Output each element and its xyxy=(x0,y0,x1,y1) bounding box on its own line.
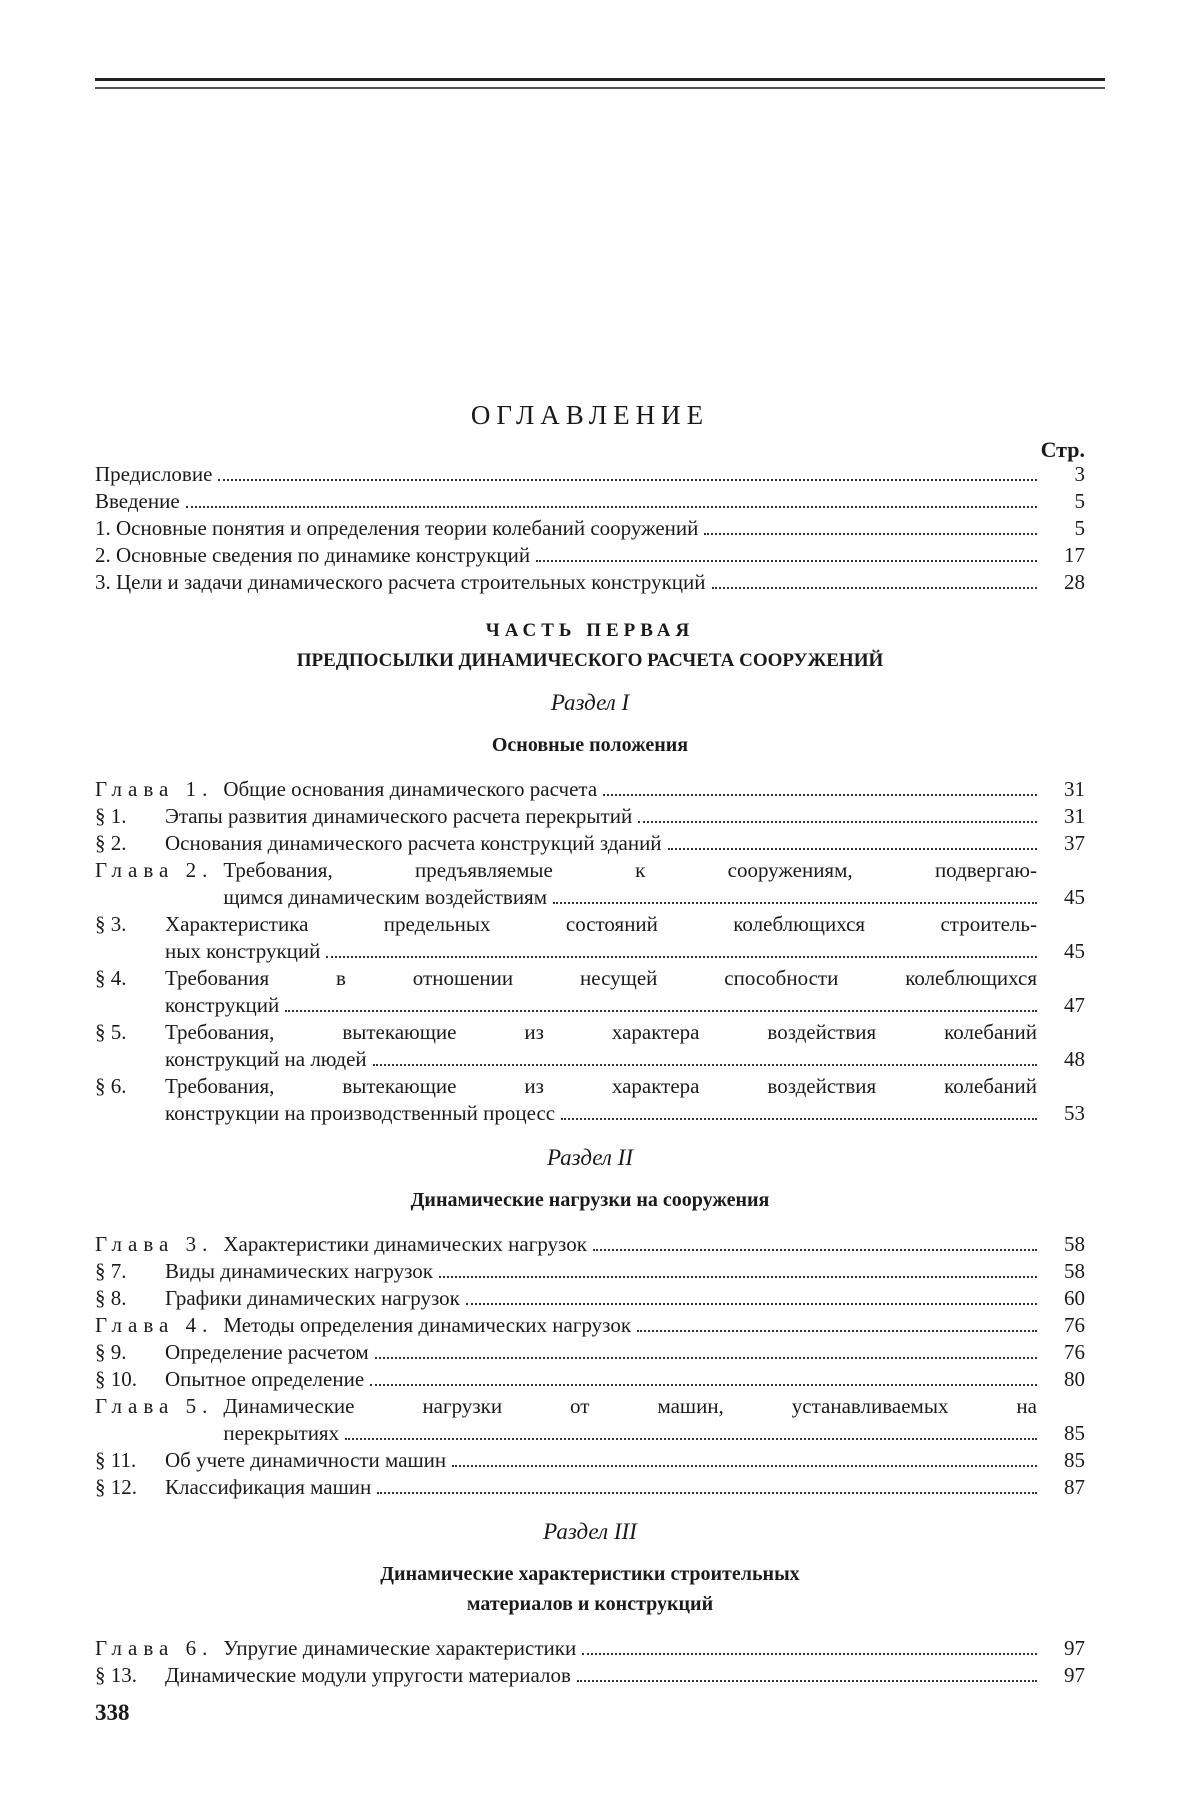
page-column-header: Стр. xyxy=(1040,437,1085,462)
entry-number: § 1. xyxy=(95,804,127,828)
dot-leader xyxy=(638,821,1037,823)
entry-number: § 11. xyxy=(95,1448,137,1472)
dot-leader xyxy=(373,1064,1037,1066)
toc-entry xyxy=(95,1258,1085,1285)
entry-title: Общие основания динамического расчета xyxy=(223,777,598,801)
entry-number: Глава 6. xyxy=(95,1636,214,1660)
toc-entry xyxy=(95,515,1085,542)
entry-title: Методы определения динамических нагрузок xyxy=(223,1313,632,1337)
entry-title: Основные понятия и определения теории колебаний сооружений xyxy=(116,516,699,540)
entry-title: Динамические модули упругости материалов xyxy=(165,1663,571,1687)
entry-title-line1: Характеристика предельных состояний колеблющихся строитель- xyxy=(165,912,1037,936)
entry-body xyxy=(223,857,1085,911)
entry-title: Предисловие xyxy=(95,462,213,486)
dot-leader xyxy=(593,1249,1037,1251)
section-1-title: Основные положения xyxy=(491,734,689,756)
toc-entry xyxy=(95,569,1085,596)
dot-leader xyxy=(536,560,1037,562)
entry-title-line1: Требования, вытекающие из характера воздействия колебаний xyxy=(165,1020,1037,1044)
section-3-label: Раздел III xyxy=(543,1519,637,1544)
entry-number: § 10. xyxy=(95,1367,137,1391)
entry-title-line2: перекрытиях xyxy=(223,1421,340,1445)
dot-leader xyxy=(603,794,1037,796)
section-3-title-line1: Динамические характеристики строительных xyxy=(380,1563,800,1585)
page-title: ОГЛАВЛЕНИЕ xyxy=(470,400,710,430)
entry-title: Графики динамических нагрузок xyxy=(165,1286,460,1310)
dot-leader xyxy=(561,1118,1037,1120)
entry-number: § 12. xyxy=(95,1475,137,1499)
entry-continuation xyxy=(223,884,1085,911)
entry-title: Об учете динамичности машин xyxy=(165,1448,447,1472)
entry-number: § 13. xyxy=(95,1663,137,1687)
dot-leader xyxy=(370,1384,1037,1386)
dot-leader xyxy=(285,1010,1037,1012)
part-title: ЧАСТЬ ПЕРВАЯ xyxy=(485,620,695,641)
entry-page: 47 xyxy=(1064,993,1085,1017)
section-3-title xyxy=(95,1559,1085,1619)
toc-entry xyxy=(95,830,1085,857)
entry-page: 3 xyxy=(1074,462,1085,486)
entry-number: § 7. xyxy=(95,1259,127,1283)
dot-leader xyxy=(377,1492,1037,1494)
page-number: 338 xyxy=(95,1700,130,1725)
dot-leader xyxy=(345,1438,1037,1440)
entry-page: 60 xyxy=(1064,1286,1085,1310)
entry-number: 2. xyxy=(95,543,116,567)
entry-number: Глава 4. xyxy=(95,1313,214,1337)
dot-leader xyxy=(582,1653,1037,1655)
entry-title: Основания динамического расчета конструкций зданий xyxy=(165,831,662,855)
toc-entry xyxy=(95,1474,1085,1501)
entry-title-line1: Требования, вытекающие из характера воздействия колебаний xyxy=(165,1074,1037,1098)
dot-leader xyxy=(712,587,1037,589)
dot-leader xyxy=(466,1303,1037,1305)
entry-title: Опытное определение xyxy=(165,1367,365,1391)
section-2-title: Динамические нагрузки на сооружения xyxy=(410,1189,770,1211)
entry-page: 37 xyxy=(1064,831,1085,855)
toc-entry xyxy=(95,1312,1085,1339)
section-3-list xyxy=(95,1635,1085,1689)
entry-number: § 3. xyxy=(95,912,127,936)
toc-entry xyxy=(95,1285,1085,1312)
toc-entry xyxy=(95,1366,1085,1393)
entry-number: Глава 3. xyxy=(95,1232,214,1256)
entry-title-line2: конструкций xyxy=(165,993,280,1017)
entry-title-line1: Требования в отношении несущей способности колеблющихся xyxy=(165,966,1037,990)
front-matter-list xyxy=(95,461,1085,596)
entry-body xyxy=(165,1019,1085,1073)
entry-title-line2: конструкций на людей xyxy=(165,1047,367,1071)
entry-body xyxy=(165,1073,1085,1127)
dot-leader xyxy=(439,1276,1037,1278)
entry-title: Цели и задачи динамического расчета строительных конструкций xyxy=(116,570,706,594)
toc-entry xyxy=(95,1635,1085,1662)
section-1-label: Раздел I xyxy=(550,690,630,715)
entry-number: § 4. xyxy=(95,966,127,990)
entry-page: 58 xyxy=(1064,1232,1085,1256)
toc-entry xyxy=(95,1339,1085,1366)
entry-title: Классификация машин xyxy=(165,1475,372,1499)
entry-number: Глава 2. xyxy=(95,858,214,882)
entry-page: 45 xyxy=(1064,885,1085,909)
entry-page: 48 xyxy=(1064,1047,1085,1071)
toc-entry xyxy=(95,1231,1085,1258)
entry-title-line1: Динамические нагрузки от машин, устанавливаемых на xyxy=(223,1394,1037,1418)
dot-leader xyxy=(186,506,1037,508)
toc-entry xyxy=(95,1019,1085,1073)
section-3-title-line2: материалов и конструкций xyxy=(466,1593,714,1615)
entry-continuation xyxy=(165,1046,1085,1073)
toc-entry xyxy=(95,1393,1085,1447)
dot-leader xyxy=(452,1465,1037,1467)
entry-page: 5 xyxy=(1074,489,1085,513)
top-rule xyxy=(95,78,1105,89)
toc-entry xyxy=(95,1073,1085,1127)
dot-leader xyxy=(668,848,1037,850)
entry-page: 31 xyxy=(1064,777,1085,801)
toc-entry xyxy=(95,776,1085,803)
entry-title: Этапы развития динамического расчета перекрытий xyxy=(165,804,633,828)
entry-page: 97 xyxy=(1064,1636,1085,1660)
entry-page: 85 xyxy=(1064,1421,1085,1445)
toc-entry xyxy=(95,488,1085,515)
toc-entry xyxy=(95,857,1085,911)
entry-title-line2: щимся динамическим воздействиям xyxy=(223,885,548,909)
entry-number: § 2. xyxy=(95,831,127,855)
entry-page: 28 xyxy=(1064,570,1085,594)
entry-continuation xyxy=(165,992,1085,1019)
toc-entry xyxy=(95,1662,1085,1689)
entry-number: § 8. xyxy=(95,1286,127,1310)
entry-number: § 5. xyxy=(95,1020,127,1044)
entry-page: 5 xyxy=(1074,516,1085,540)
dot-leader xyxy=(704,533,1037,535)
entry-page: 85 xyxy=(1064,1448,1085,1472)
entry-page: 45 xyxy=(1064,939,1085,963)
part-subtitle: ПРЕДПОСЫЛКИ ДИНАМИЧЕСКОГО РАСЧЕТА СООРУЖЕНИЙ xyxy=(296,650,884,671)
entry-title: Упругие динамические характеристики xyxy=(223,1636,577,1660)
entry-page: 76 xyxy=(1064,1313,1085,1337)
entry-page: 53 xyxy=(1064,1101,1085,1125)
entry-page: 58 xyxy=(1064,1259,1085,1283)
dot-leader xyxy=(553,902,1037,904)
entry-continuation xyxy=(223,1420,1085,1447)
dot-leader xyxy=(637,1330,1037,1332)
entry-number: § 6. xyxy=(95,1074,127,1098)
entry-page: 97 xyxy=(1064,1663,1085,1687)
toc-entry xyxy=(95,911,1085,965)
entry-number: 3. xyxy=(95,570,116,594)
entry-number: 1. xyxy=(95,516,116,540)
entry-title-line2: ных конструкций xyxy=(165,939,321,963)
entry-page: 80 xyxy=(1064,1367,1085,1391)
dot-leader xyxy=(326,956,1037,958)
dot-leader xyxy=(375,1357,1037,1359)
toc-entry xyxy=(95,965,1085,1019)
entry-page: 76 xyxy=(1064,1340,1085,1364)
dot-leader xyxy=(577,1680,1037,1682)
entry-title: Характеристики динамических нагрузок xyxy=(223,1232,587,1256)
section-2-list xyxy=(95,1231,1085,1501)
entry-page: 17 xyxy=(1064,543,1085,567)
entry-number: Глава 5. xyxy=(95,1394,214,1418)
entry-body xyxy=(165,911,1085,965)
entry-continuation xyxy=(165,938,1085,965)
toc-entry xyxy=(95,803,1085,830)
entry-title-line1: Требования, предъявляемые к сооружениям, подвергаю- xyxy=(223,858,1037,882)
entry-number: § 9. xyxy=(95,1340,127,1364)
entry-page: 31 xyxy=(1064,804,1085,828)
toc-entry xyxy=(95,542,1085,569)
section-1-list xyxy=(95,776,1085,1127)
entry-body xyxy=(165,965,1085,1019)
dot-leader xyxy=(218,479,1037,481)
section-2-label: Раздел II xyxy=(547,1145,633,1170)
entry-title: Введение xyxy=(95,489,180,513)
toc-page xyxy=(95,400,1085,1689)
entry-continuation xyxy=(165,1100,1085,1127)
entry-title: Определение расчетом xyxy=(165,1340,369,1364)
toc-entry xyxy=(95,1447,1085,1474)
entry-title: Основные сведения по динамике конструкций xyxy=(116,543,531,567)
entry-number: Глава 1. xyxy=(95,777,214,801)
entry-body xyxy=(223,1393,1085,1447)
entry-title-line2: конструкции на производственный процесс xyxy=(165,1101,556,1125)
entry-page: 87 xyxy=(1064,1475,1085,1499)
toc-entry xyxy=(95,461,1085,488)
entry-title: Виды динамических нагрузок xyxy=(165,1259,433,1283)
